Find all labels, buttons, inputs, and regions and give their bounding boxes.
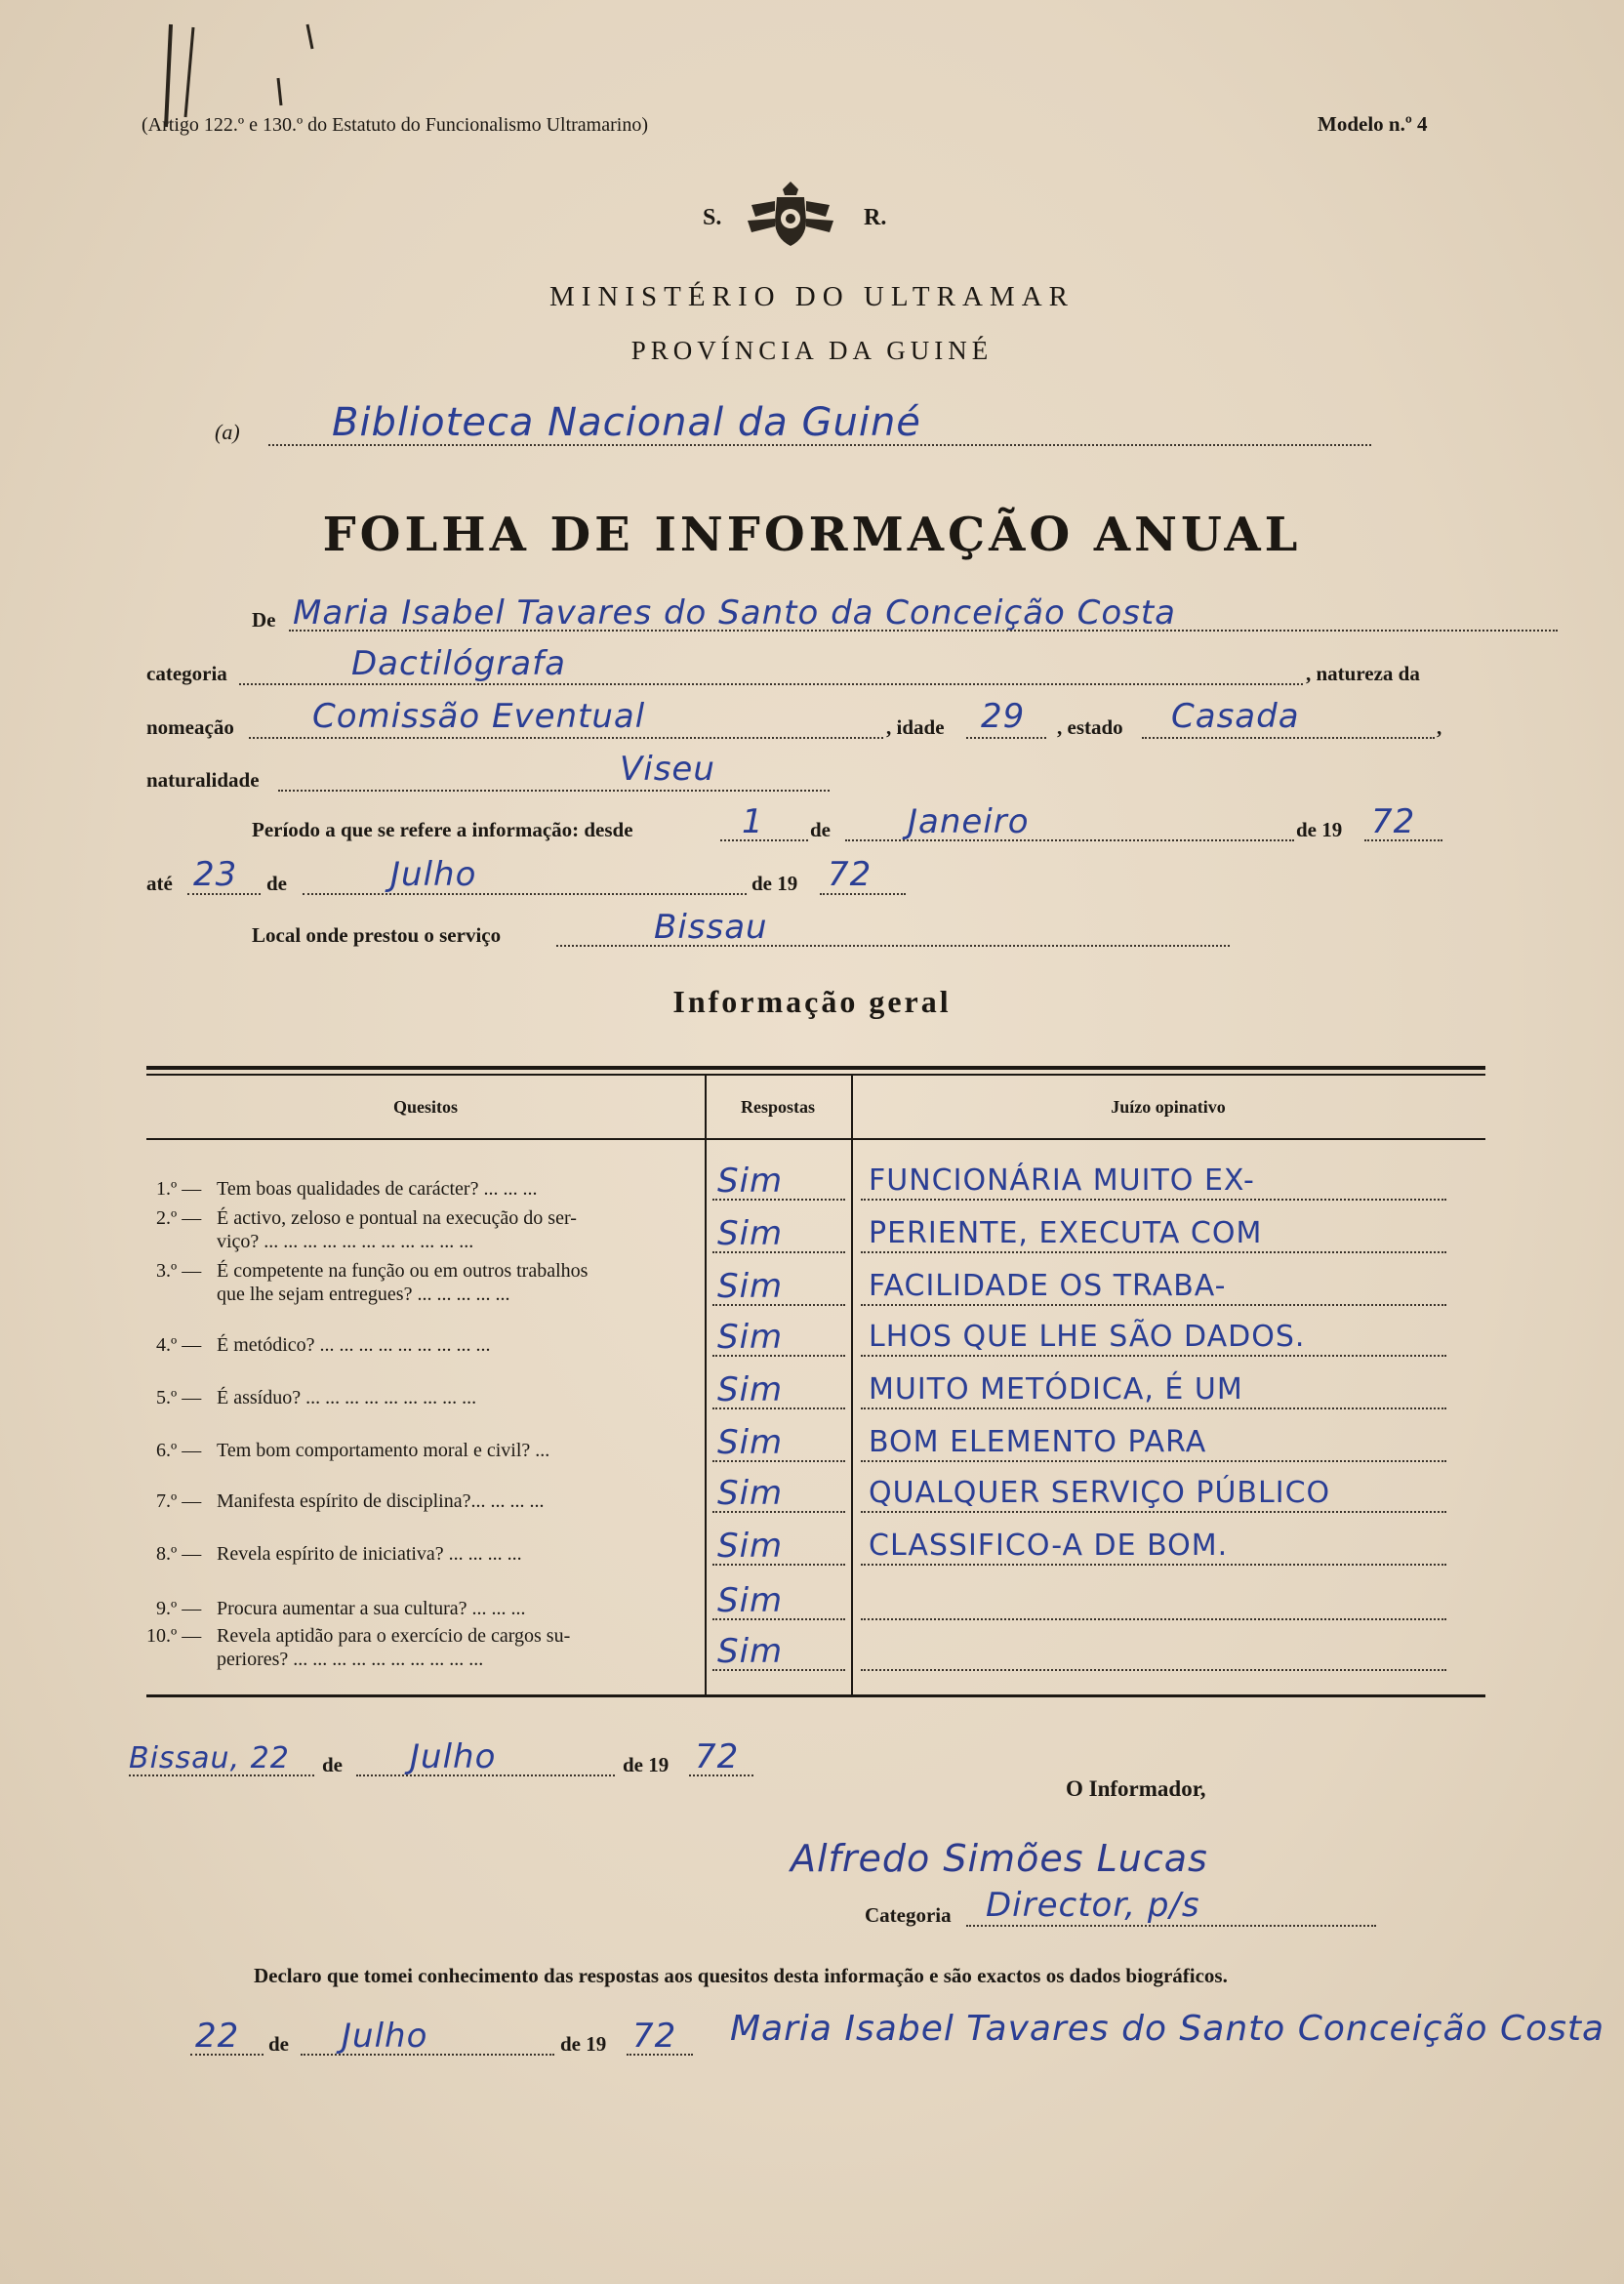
question-number: 4.º — bbox=[156, 1334, 202, 1356]
informador-categoria-value: Director, p/s bbox=[986, 1886, 1200, 1925]
coat-of-arms-emblem-icon bbox=[742, 176, 839, 254]
ate-de19: de 19 bbox=[751, 872, 798, 895]
ate-mes: Julho bbox=[390, 855, 477, 894]
nomeacao-line bbox=[249, 737, 883, 739]
naturalidade-line bbox=[278, 790, 830, 792]
ate-dia: 23 bbox=[193, 855, 238, 894]
juizo-text: LHOS QUE LHE SÃO DADOS. bbox=[869, 1320, 1306, 1354]
desde-de-word: de bbox=[810, 818, 831, 841]
naturalidade-label: naturalidade bbox=[146, 768, 260, 792]
question-number: 6.º — bbox=[156, 1440, 202, 1461]
question-number: 7.º — bbox=[156, 1490, 202, 1512]
juizo-line bbox=[861, 1199, 1446, 1201]
answer-value: Sim bbox=[717, 1632, 784, 1671]
desde-dia: 1 bbox=[742, 802, 764, 841]
question-number: 2.º — bbox=[156, 1207, 202, 1229]
estado-comma: , bbox=[1437, 715, 1442, 739]
info-geral-heading: Informação geral bbox=[672, 984, 952, 1019]
answer-value: Sim bbox=[717, 1581, 784, 1620]
ate-mes-line bbox=[303, 893, 747, 895]
table-top-rule bbox=[146, 1066, 1485, 1070]
answer-value: Sim bbox=[717, 1527, 784, 1566]
desde-dia-line bbox=[720, 839, 808, 841]
question-text: Revela aptidão para o exercício de cargos su- bbox=[217, 1625, 571, 1647]
question-text: Tem bom comportamento moral e civil? ... bbox=[217, 1440, 550, 1461]
answer-value: Sim bbox=[717, 1267, 784, 1306]
footer-month: Julho bbox=[410, 1737, 497, 1776]
juizo-line bbox=[861, 1511, 1446, 1513]
estado-value: Casada bbox=[1171, 697, 1300, 736]
decl-de19: de 19 bbox=[560, 2032, 607, 2056]
form-title: FOLHA DE INFORMAÇÃO ANUAL bbox=[322, 508, 1302, 562]
juizo-line bbox=[861, 1407, 1446, 1409]
quesitos-header: Quesitos bbox=[392, 1097, 458, 1117]
s-letter: S. bbox=[703, 205, 722, 230]
table-col-divider-2 bbox=[851, 1074, 853, 1694]
province-name: PROVÍNCIA DA GUINÉ bbox=[630, 336, 994, 365]
question-number: 9.º — bbox=[156, 1598, 202, 1619]
answer-value: Sim bbox=[717, 1474, 784, 1513]
respostas-header: Respostas bbox=[740, 1097, 815, 1117]
estado-line bbox=[1142, 737, 1435, 739]
juizo-line bbox=[861, 1460, 1446, 1462]
footer-de: de bbox=[322, 1753, 343, 1776]
juizo-text: FUNCIONÁRIA MUITO EX- bbox=[869, 1163, 1255, 1198]
idade-line bbox=[966, 737, 1046, 739]
question-text-cont: viço? ... ... ... ... ... ... ... ... ... ... ... bbox=[217, 1231, 474, 1252]
juizo-text: CLASSIFICO-A DE BOM. bbox=[869, 1529, 1229, 1563]
juizo-line bbox=[861, 1618, 1446, 1620]
answer-value: Sim bbox=[717, 1214, 784, 1253]
question-number: 1.º — bbox=[156, 1178, 202, 1200]
idade-label: , idade bbox=[886, 715, 945, 739]
informador-label: O Informador, bbox=[1066, 1776, 1206, 1801]
juizo-line bbox=[861, 1564, 1446, 1566]
question-text-cont: periores? ... ... ... ... ... ... ... ... ... ... bbox=[217, 1649, 484, 1670]
table-col-divider-1 bbox=[705, 1074, 707, 1694]
ink-scribble-icon bbox=[68, 20, 342, 137]
informador-categoria-label: Categoria bbox=[865, 1903, 952, 1927]
declaration-text: Declaro que tomei conhecimento das respostas aos quesitos desta informação e são exactos os dados biográficos. bbox=[254, 1964, 1228, 1987]
question-number: 3.º — bbox=[156, 1260, 202, 1282]
answer-value: Sim bbox=[717, 1423, 784, 1462]
legal-reference: (Artigo 122.º e 130.º do Estatuto do Funcionalismo Ultramarino) bbox=[142, 114, 648, 136]
decl-de: de bbox=[268, 2032, 289, 2056]
question-text: É competente na função ou em outros trabalhos bbox=[217, 1260, 589, 1282]
juizo-text: BOM ELEMENTO PARA bbox=[869, 1425, 1207, 1459]
juizo-line bbox=[861, 1251, 1446, 1253]
question-number: 8.º — bbox=[156, 1543, 202, 1565]
table-header-rule bbox=[146, 1138, 1485, 1140]
answer-value: Sim bbox=[717, 1370, 784, 1409]
ministry-name: MINISTÉRIO DO ULTRAMAR bbox=[549, 281, 1075, 312]
informador-categoria-line bbox=[966, 1925, 1376, 1927]
estado-label: , estado bbox=[1057, 715, 1123, 739]
decl-day: 22 bbox=[195, 2017, 240, 2056]
question-text: É assíduo? ... ... ... ... ... ... ... ... ... bbox=[217, 1387, 477, 1408]
institution-handwritten: Biblioteca Nacional da Guiné bbox=[332, 400, 921, 445]
table-top-rule-2 bbox=[146, 1074, 1485, 1076]
juizo-line bbox=[861, 1669, 1446, 1671]
footer-place-line bbox=[129, 1774, 314, 1776]
question-number: 5.º — bbox=[156, 1387, 202, 1408]
naturalidade-value: Viseu bbox=[620, 750, 715, 789]
question-text: Procura aumentar a sua cultura? ... ... ... bbox=[217, 1598, 526, 1619]
question-text: É activo, zeloso e pontual na execução do ser- bbox=[217, 1207, 577, 1229]
desde-de19: de 19 bbox=[1296, 818, 1343, 841]
question-text: Revela espírito de iniciativa? ... ... ... ... bbox=[217, 1543, 522, 1565]
juizo-header: Juízo opinativo bbox=[1111, 1097, 1226, 1117]
ate-label: até bbox=[146, 872, 173, 895]
footer-place-date: Bissau, 22 bbox=[129, 1741, 290, 1775]
a-label: (a) bbox=[215, 420, 240, 444]
r-letter: R. bbox=[864, 205, 887, 230]
table-bottom-rule bbox=[146, 1694, 1485, 1697]
juizo-text: MUITO METÓDICA, É UM bbox=[869, 1372, 1243, 1407]
juizo-line bbox=[861, 1355, 1446, 1357]
ate-ano: 72 bbox=[828, 855, 873, 894]
local-label: Local onde prestou o serviço bbox=[252, 923, 502, 947]
periodo-label: Período a que se refere a informação: desde bbox=[252, 818, 633, 841]
question-text: Tem boas qualidades de carácter? ... ... ... bbox=[217, 1178, 538, 1200]
footer-de19: de 19 bbox=[623, 1753, 670, 1776]
categoria-label: categoria bbox=[146, 662, 227, 685]
answer-value: Sim bbox=[717, 1162, 784, 1201]
natureza-label: , natureza da bbox=[1306, 662, 1420, 685]
juizo-line bbox=[861, 1304, 1446, 1306]
desde-mes: Janeiro bbox=[908, 802, 1030, 841]
ate-de-word: de bbox=[266, 872, 287, 895]
categoria-value: Dactilógrafa bbox=[351, 644, 566, 683]
juizo-text: FACILIDADE OS TRABA- bbox=[869, 1269, 1227, 1303]
answer-value: Sim bbox=[717, 1318, 784, 1357]
idade-value: 29 bbox=[981, 697, 1026, 736]
question-text: É metódico? ... ... ... ... ... ... ... ... ... bbox=[217, 1334, 491, 1356]
decl-month: Julho bbox=[342, 2017, 428, 2056]
question-text-cont: que lhe sejam entregues? ... ... ... ... ... bbox=[217, 1284, 510, 1305]
decl-year: 72 bbox=[632, 2017, 677, 2056]
nomeacao-label: nomeação bbox=[146, 715, 234, 739]
local-value: Bissau bbox=[654, 908, 768, 947]
informador-signature: Alfredo Simões Lucas bbox=[791, 1837, 1208, 1880]
employee-signature: Maria Isabel Tavares do Santo Conceição Costa bbox=[730, 2009, 1605, 2049]
footer-year: 72 bbox=[695, 1737, 740, 1776]
nomeacao-value: Comissão Eventual bbox=[312, 697, 646, 736]
de-label: De bbox=[252, 608, 276, 632]
juizo-text: QUALQUER SERVIÇO PÚBLICO bbox=[869, 1476, 1331, 1510]
model-number: Modelo n.º 4 bbox=[1318, 112, 1428, 136]
employee-name: Maria Isabel Tavares do Santo da Conceição Costa bbox=[293, 593, 1177, 632]
question-number: 10.º — bbox=[146, 1625, 202, 1647]
question-text: Manifesta espírito de disciplina?... ... ... ... bbox=[217, 1490, 545, 1512]
juizo-text: PERIENTE, EXECUTA COM bbox=[869, 1216, 1263, 1250]
categoria-line bbox=[239, 683, 1303, 685]
desde-ano: 72 bbox=[1371, 802, 1416, 841]
